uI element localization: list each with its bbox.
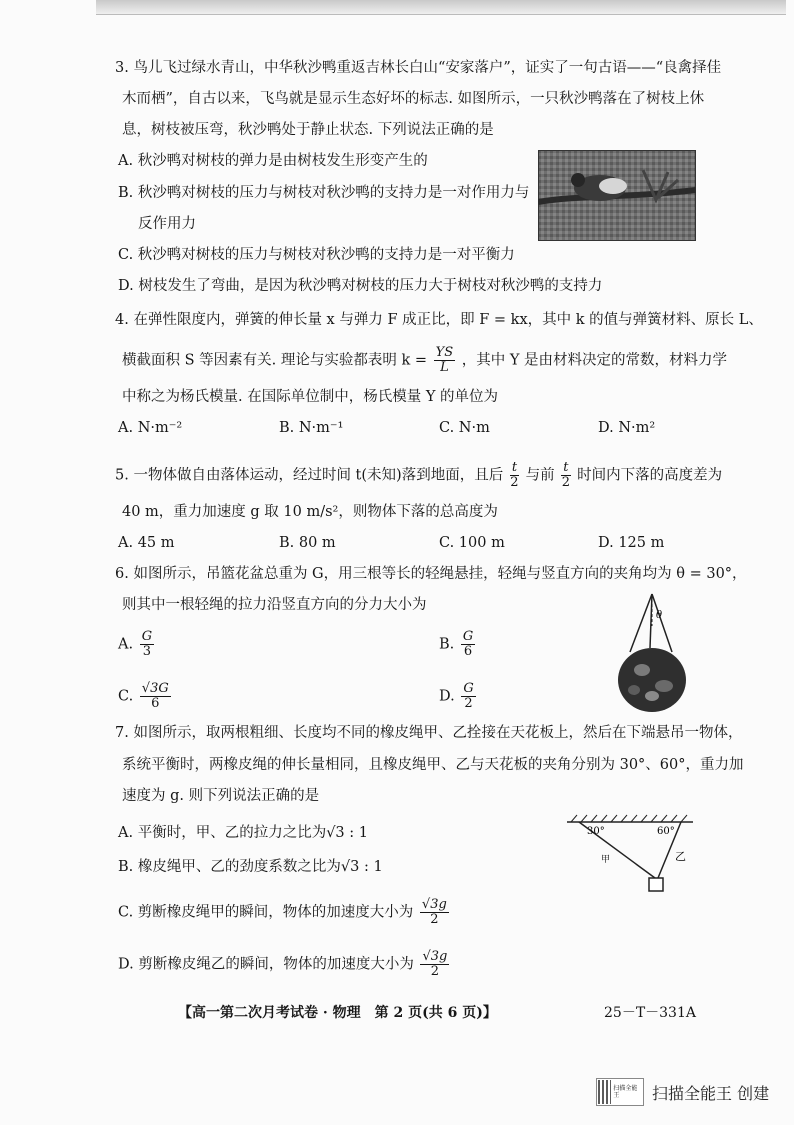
- q4-stem-line1: 4. 在弹性限度内，弹簧的伸长量 x 与弹力 F 成正比，即 F = kx，其中 k 的值与弹簧材料、原长 L、: [115, 312, 763, 328]
- two-rubber-cords-diagram: [565, 812, 695, 896]
- q6-b-den: 6: [463, 644, 473, 659]
- q7-stem-line3: 速度为 g. 则下列说法正确的是: [122, 788, 320, 804]
- q4-option-a: A. N·m⁻²: [118, 420, 183, 436]
- q6-option-d-fraction: [461, 682, 475, 711]
- q6-option-c-fraction: [140, 682, 171, 711]
- q3-option-d: D. 树枝发生了弯曲，是因为秋沙鸭对树枝的压力大于树枝对秋沙鸭的支持力: [118, 278, 603, 294]
- q4-stem-line3: 中称之为杨氏模量. 在国际单位制中，杨氏模量 Y 的单位为: [122, 389, 499, 405]
- cord-jia-label: 甲: [601, 855, 611, 865]
- q7-option-c-text: C. 剪断橡皮绳甲的瞬间，物体的加速度大小为: [118, 904, 414, 921]
- q6-stem-line1: 6. 如图所示，吊篮花盆总重为 G，用三根等长的轻绳悬挂，轻绳与竖直方向的夹角均为 θ = 30°，: [115, 566, 747, 582]
- q7-stem-line1: 7. 如图所示，取两根粗细、长度均不同的橡皮绳甲、乙拴接在天花板上，然后在下端悬吊一物体，: [115, 725, 743, 741]
- theta-label: θ: [656, 610, 663, 621]
- q6-option-a: [118, 630, 156, 659]
- scanner-watermark: [596, 1078, 769, 1106]
- scan-top-edge: [96, 0, 786, 15]
- q5-fraction-t-over-2-a: [510, 461, 519, 490]
- q6-option-b: [439, 630, 477, 659]
- q4-option-c: C. N·m: [439, 420, 490, 436]
- q3-option-c: C. 秋沙鸭对树枝的压力与树枝对秋沙鸭的支持力是一对平衡力: [118, 247, 515, 263]
- cord-yi-label: 乙: [675, 850, 686, 863]
- q5-stem-line2: 40 m，重力加速度 g 取 10 m/s²，则物体下落的总高度为: [122, 504, 498, 520]
- hanging-basket-figure: [612, 590, 692, 718]
- q5-stem-part2: 与前: [525, 467, 555, 484]
- q6-option-c-label: C.: [118, 688, 134, 705]
- q5-option-d: D. 125 m: [598, 535, 665, 551]
- q5-option-b: B. 80 m: [279, 535, 336, 551]
- q5-option-c: C. 100 m: [439, 535, 505, 551]
- q6-option-c: [118, 682, 173, 711]
- q5-frac-num: t: [511, 460, 518, 475]
- q3-option-b-line1: B. 秋沙鸭对树枝的压力与树枝对秋沙鸭的支持力是一对作用力与: [118, 185, 530, 201]
- q7-c-num: √3g: [421, 897, 447, 912]
- angle-30-label: 30°: [587, 826, 605, 837]
- q6-c-den: 6: [151, 696, 160, 711]
- q7-c-den: 2: [430, 912, 439, 927]
- q6-a-den: 3: [142, 644, 152, 659]
- q7-option-d-text: D. 剪断橡皮绳乙的瞬间，物体的加速度大小为: [118, 956, 414, 973]
- q4-stem-line2-start: 横截面积 S 等因素有关. 理论与实验都表明 k =: [122, 352, 428, 369]
- q5-stem-part3: 时间内下落的高度差为: [577, 467, 723, 484]
- q6-stem-line2: 则其中一根轻绳的拉力沿竖直方向的分力大小为: [122, 597, 427, 613]
- q6-d-den: 2: [464, 696, 473, 711]
- q5-option-a: A. 45 m: [118, 535, 175, 551]
- q5-stem-part1: 5. 一物体做自由落体运动，经过时间 t(未知)落到地面，且后: [115, 467, 504, 484]
- q6-option-b-fraction: [461, 630, 475, 659]
- q6-option-d-label: D.: [439, 688, 455, 705]
- q3-option-b-line2: 反作用力: [138, 216, 196, 232]
- q7-d-num: √3g: [422, 949, 448, 964]
- q6-a-num: G: [141, 629, 153, 644]
- q5-frac-num: t: [563, 460, 569, 475]
- q4-formula-numerator: YS: [435, 345, 454, 360]
- page-footer-title: 【高一第二次月考试卷 · 物理 第 2 页(共 6 页)】: [178, 1005, 497, 1021]
- q7-option-c: [118, 898, 451, 927]
- q4-stem-line2-end: ，其中 Y 是由材料决定的常数，材料力学: [461, 352, 728, 369]
- scanner-logo-text: 扫描全能王: [613, 1085, 638, 1099]
- angle-60-label: 60°: [657, 826, 675, 837]
- q3-stem-line3: 息，树枝被压弯，秋沙鸭处于静止状态. 下列说法正确的是: [122, 122, 494, 138]
- q5-frac-den: 2: [561, 475, 571, 490]
- q7-d-den: 2: [430, 964, 440, 979]
- q6-option-d: [439, 682, 478, 711]
- q4-young-formula: [434, 346, 456, 375]
- qr-code-icon: [598, 1080, 611, 1104]
- q3-option-a: A. 秋沙鸭对树枝的弹力是由树枝发生形变产生的: [118, 153, 428, 169]
- q6-option-b-label: B.: [439, 636, 455, 653]
- q7-stem-line2: 系统平衡时，两橡皮绳的伸长量相同，且橡皮绳甲、乙与天花板的夹角分别为 30°、60°，重力加: [122, 757, 744, 773]
- q5-frac-den: 2: [510, 475, 519, 490]
- merganser-photo: [538, 150, 696, 241]
- q4-stem-line2: [122, 346, 727, 375]
- page-footer-code: 25－T－331A: [604, 1005, 696, 1021]
- q7-option-c-fraction: [420, 898, 449, 927]
- q6-option-a-fraction: [140, 630, 154, 659]
- q4-option-b: B. N·m⁻¹: [279, 420, 344, 436]
- q7-option-d: [118, 950, 451, 979]
- q6-d-num: G: [463, 681, 474, 696]
- q5-stem-line1: [115, 461, 722, 490]
- q7-option-a: A. 平衡时，甲、乙的拉力之比为√3 : 1: [118, 825, 368, 841]
- q5-fraction-t-over-2-b: [561, 461, 570, 490]
- q6-c-num: √3G: [141, 681, 169, 696]
- q4-formula-denominator: L: [440, 360, 449, 375]
- q7-option-d-fraction: [420, 950, 449, 979]
- q6-option-a-label: A.: [118, 636, 134, 653]
- scanner-watermark-text: 扫描全能王 创建: [652, 1083, 770, 1103]
- q3-stem-line1: 3. 鸟儿飞过绿水青山，中华秋沙鸭重返吉林长白山“安家落户”，证实了一句古语——“良禽择佳: [115, 60, 722, 76]
- scanner-logo: [596, 1078, 644, 1106]
- q6-b-num: G: [462, 629, 474, 644]
- q3-stem-line2: 木而栖”，自古以来，飞鸟就是显示生态好坏的标志. 如图所示，一只秋沙鸭落在了树枝上休: [122, 91, 705, 107]
- q4-option-d: D. N·m²: [598, 420, 656, 436]
- q7-option-b: B. 橡皮绳甲、乙的劲度系数之比为√3 : 1: [118, 859, 383, 875]
